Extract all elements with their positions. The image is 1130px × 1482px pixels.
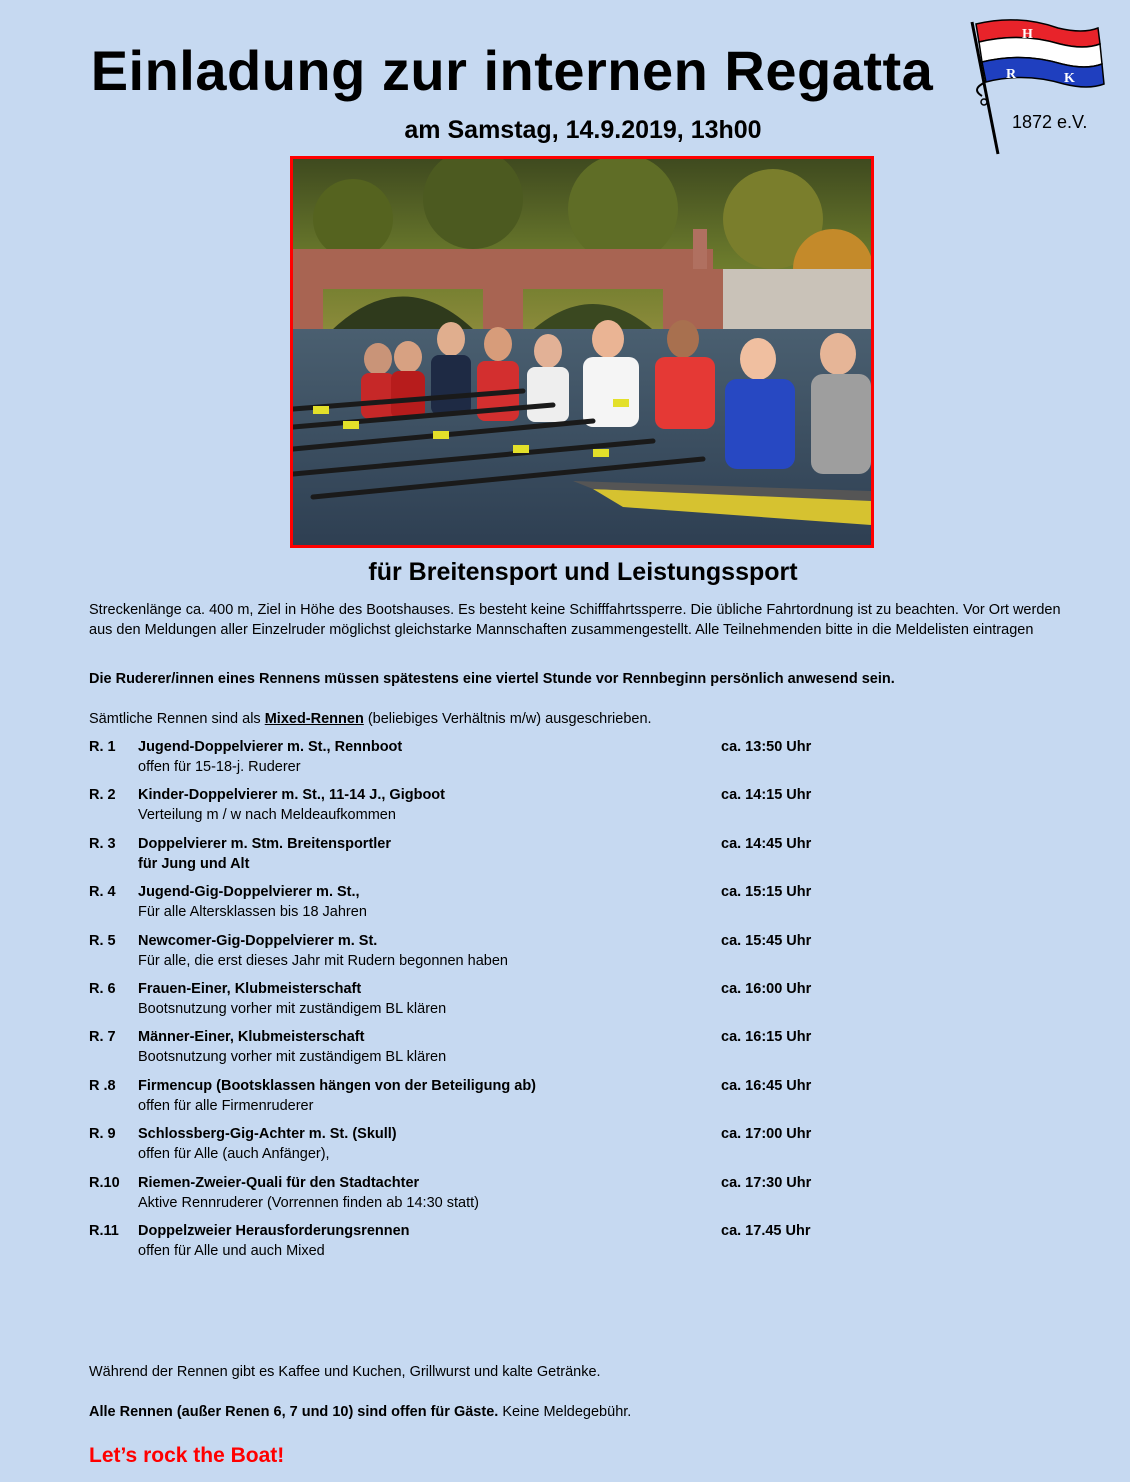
mixed-note-after: (beliebiges Verhältnis m/w) ausgeschrieben. (363, 711, 652, 727)
race-number: R.10 (89, 1174, 120, 1191)
flag-letter-k: K (1064, 71, 1075, 86)
race-row (89, 834, 989, 882)
race-note: Bootsnutzung vorher mit zuständigem BL klären (138, 1000, 447, 1017)
food-note: Während der Rennen gibt es Kaffee und Kuchen, Grillwurst und kalte Getränke. (89, 1364, 601, 1380)
race-number: R. 3 (89, 835, 116, 852)
club-logo (958, 14, 1108, 159)
presence-note: Die Ruderer/innen eines Rennens müssen spätestens eine viertel Stunde vor Rennbeginn persönlich anwesend sein. (89, 671, 895, 687)
race-time: ca. 16:15 Uhr (721, 1029, 812, 1046)
race-time: ca. 16:45 Uhr (721, 1077, 812, 1094)
flag-icon (958, 14, 1108, 159)
race-number: R. 6 (89, 980, 116, 997)
race-time: ca. 17:30 Uhr (721, 1174, 812, 1191)
race-name: Männer-Einer, Klubmeisterschaft (138, 1029, 365, 1046)
race-number: R. 7 (89, 1029, 116, 1046)
race-row (89, 882, 989, 930)
race-time: ca. 14:45 Uhr (721, 835, 812, 852)
race-note: Für alle, die erst dieses Jahr mit Rudern begonnen haben (138, 952, 508, 969)
race-note: Für alle Altersklassen bis 18 Jahren (138, 904, 367, 921)
race-time: ca. 14:15 Uhr (721, 787, 812, 804)
race-row (89, 979, 989, 1027)
race-time: ca. 13:50 Uhr (721, 739, 812, 755)
mixed-note-before: Sämtliche Rennen sind als (89, 711, 265, 727)
race-list (89, 737, 989, 1269)
section-headline: für Breitensport und Leistungssport (368, 558, 798, 586)
race-time: ca. 15:15 Uhr (721, 884, 812, 901)
race-name: Doppelzweier Herausforderungsrennen (138, 1222, 410, 1239)
race-note: offen für Alle und auch Mixed (138, 1242, 325, 1259)
race-row (89, 1027, 989, 1075)
race-note: Aktive Rennruderer (Vorrennen finden ab 14:30 statt) (138, 1194, 479, 1211)
race-note: offen für alle Firmenruderer (138, 1097, 314, 1114)
rowing-crew-photo (290, 156, 874, 548)
race-note: Bootsnutzung vorher mit zuständigem BL klären (138, 1049, 447, 1066)
race-row (89, 1173, 989, 1221)
race-time: ca. 17.45 Uhr (721, 1222, 811, 1239)
race-row (89, 1221, 989, 1269)
race-row (89, 1124, 989, 1172)
page-title: Einladung zur internen Regatta (90, 39, 934, 102)
race-note: für Jung und Alt (138, 855, 250, 872)
race-name: Jugend-Doppelvierer m. St., Rennboot (138, 739, 403, 755)
race-number: R. 2 (89, 787, 116, 804)
race-name: Kinder-Doppelvierer m. St., 11-14 J., Gigboot (138, 787, 445, 804)
mixed-race-link: Mixed-Rennen (264, 711, 364, 727)
race-name: Newcomer-Gig-Doppelvierer m. St. (138, 932, 378, 949)
guests-note (89, 1402, 1079, 1422)
race-time: ca. 16:00 Uhr (721, 980, 812, 997)
race-row (89, 737, 989, 785)
flag-letter-r: R (1006, 67, 1017, 82)
race-name: Jugend-Gig-Doppelvierer m. St., (138, 884, 360, 901)
race-name: Firmencup (Bootsklassen hängen von der Beteiligung ab) (138, 1077, 536, 1094)
race-row (89, 785, 989, 833)
race-name: Doppelvierer m. Stm. Breitensportler (138, 835, 392, 852)
race-name: Schlossberg-Gig-Achter m. St. (Skull) (138, 1126, 397, 1143)
mixed-note (89, 709, 1079, 729)
race-name: Frauen-Einer, Klubmeisterschaft (138, 980, 362, 997)
race-time: ca. 17:00 Uhr (721, 1126, 812, 1143)
race-number: R .8 (89, 1077, 116, 1094)
race-name: Riemen-Zweier-Quali für den Stadtachter (138, 1174, 420, 1191)
race-number: R.11 (89, 1222, 119, 1239)
event-date: am Samstag, 14.9.2019, 13h00 (404, 116, 762, 144)
race-note: offen für 15-18-j. Ruderer (138, 759, 301, 775)
club-year: 1872 e.V. (1012, 112, 1088, 132)
race-number: R. 4 (89, 884, 116, 901)
race-row (89, 1076, 989, 1124)
race-number: R. 1 (89, 739, 116, 755)
intro-paragraph: Streckenlänge ca. 400 m, Ziel in Höhe des Bootshauses. Es besteht keine Schifffahrtssperre. Die übliche Fahrtordnung ist zu beachten. Vor Ort werden aus den Meldungen aller Einzelruder möglichst gleichstarke Mannschaften zusammengestellt. Alle Teilnehmenden bitte in die Meldelisten eintragen (89, 602, 1061, 638)
race-note: Verteilung m / w nach Meldeaufkommen (138, 807, 396, 824)
race-number: R. 9 (89, 1126, 116, 1143)
guests-note-rest: Keine Meldegebühr. (498, 1404, 632, 1420)
race-row (89, 931, 989, 979)
guests-note-bold: Alle Rennen (außer Renen 6, 7 und 10) sind offen für Gäste. (89, 1404, 499, 1420)
race-note: offen für Alle (auch Anfänger), (138, 1146, 330, 1163)
race-number: R. 5 (89, 932, 116, 949)
race-time: ca. 15:45 Uhr (721, 932, 812, 949)
closing-slogan: Let’s rock the Boat! (89, 1444, 285, 1467)
flag-letter-h: H (1022, 27, 1033, 42)
